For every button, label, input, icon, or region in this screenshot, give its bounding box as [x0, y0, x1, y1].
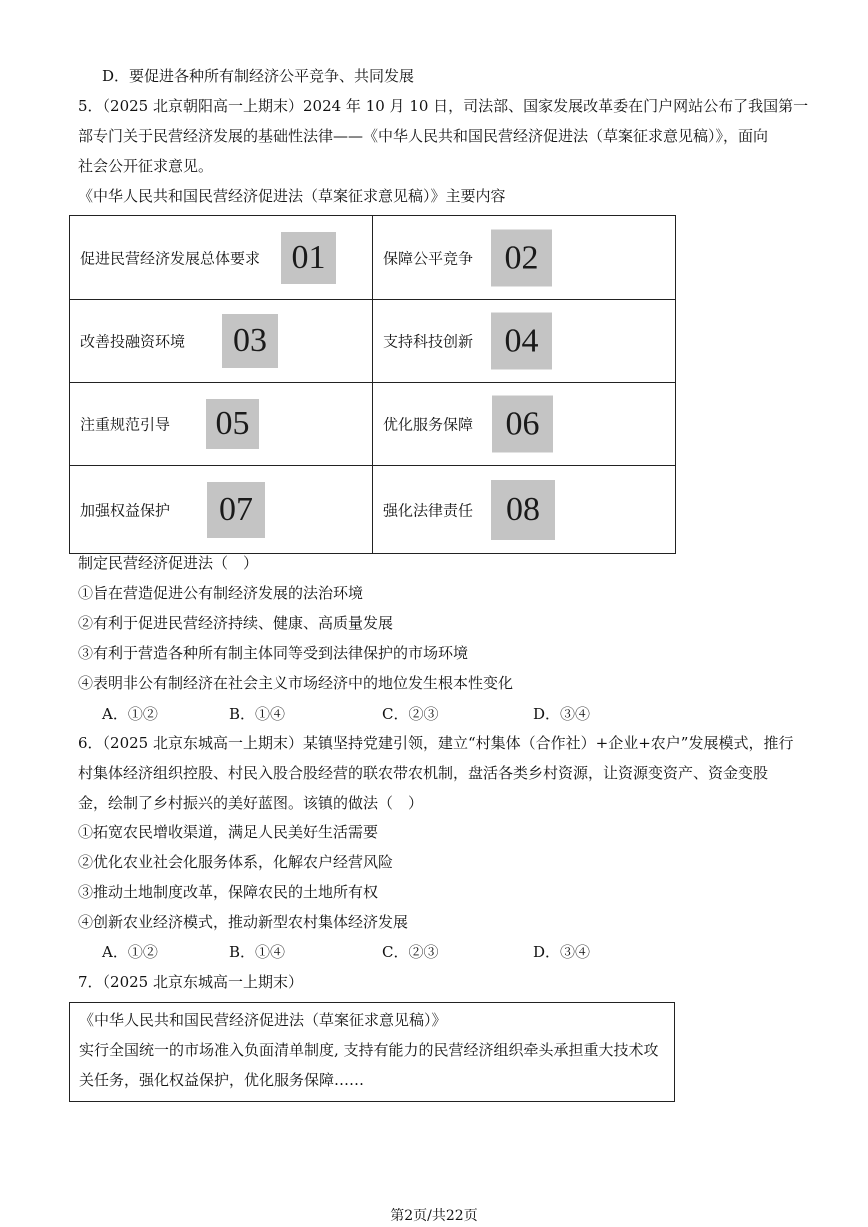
- option-d[interactable]: D．③④: [533, 705, 591, 723]
- q5-choice-2: ②有利于促进民营经济持续、健康、高质量发展: [78, 614, 394, 632]
- table-cell: [70, 300, 373, 383]
- q6-choice-1: ①拓宽农民增收渠道，满足人民美好生活需要: [78, 823, 379, 841]
- q5-stem-line-3: 社会公开征求意见。: [78, 157, 214, 175]
- number-badge: 03: [222, 314, 278, 368]
- q7-box-line-2: 实行全国统一的市场准入负面清单制度, 支持有能力的民营经济组织牵头承担重大技术攻: [79, 1041, 659, 1059]
- option-a[interactable]: A．①②: [102, 943, 158, 961]
- q7-material-box: [69, 1002, 675, 1102]
- number-badge: 07: [207, 482, 265, 538]
- table-cell: [70, 383, 373, 466]
- number-badge: 04: [491, 313, 552, 370]
- table-cell-label: 加强权益保护: [80, 501, 171, 519]
- table-cell-label: 促进民营经济发展总体要求: [80, 249, 261, 267]
- q7-box-line-3: 关任务，强化权益保护，优化服务保障……: [79, 1071, 365, 1089]
- table-cell-label: 优化服务保障: [383, 415, 474, 434]
- q6-stem-line-1: 6．（2025 北京东城高一上期末）某镇坚持党建引领，建立“村集体（合作社）+企业+农户”发展模式，推行: [78, 734, 794, 752]
- table-cell: [373, 216, 676, 300]
- content-table: [69, 215, 676, 554]
- option-c[interactable]: C．②③: [382, 943, 439, 961]
- number-badge: 05: [206, 399, 259, 449]
- table-cell-label: 保障公平竞争: [383, 249, 474, 267]
- table-cell: [373, 466, 676, 554]
- q5-choice-1: ①旨在营造促进公有制经济发展的法治环境: [78, 584, 364, 602]
- table-cell: [373, 383, 676, 466]
- q7-box-line-1: 《中华人民共和国民营经济促进法（草案征求意见稿）》: [79, 1011, 447, 1029]
- page-footer: 第2页/共22页: [390, 1208, 478, 1224]
- number-badge: 08: [491, 480, 555, 540]
- q5-question: 制定民营经济促进法（ ）: [78, 554, 259, 572]
- table-cell: [70, 216, 373, 300]
- option-a[interactable]: A．①②: [102, 705, 158, 723]
- q6-stem-line-3: 金，绘制了乡村振兴的美好蓝图。该镇的做法（ ）: [78, 794, 424, 812]
- table-cell-label: 支持科技创新: [383, 332, 474, 351]
- q5-table-title: 《中华人民共和国民营经济促进法（草案征求意见稿）》主要内容: [78, 187, 506, 205]
- q5-stem-line-1: 5．（2025 北京朝阳高一上期末）2024 年 10 月 10 日，司法部、国家发展改革委在门户网站公布了我国第一: [78, 97, 809, 115]
- number-badge: 02: [491, 229, 552, 286]
- option-d[interactable]: D．③④: [533, 943, 591, 961]
- q5-stem-line-2: 部专门关于民营经济发展的基础性法律——《中华人民共和国民营经济促进法（草案征求意见稿）》，面向: [78, 127, 769, 145]
- table-cell-label: 强化法律责任: [383, 501, 474, 519]
- option-b[interactable]: B．①④: [229, 943, 286, 961]
- q5-choice-3: ③有利于营造各种所有制主体同等受到法律保护的市场环境: [78, 644, 469, 662]
- q6-choice-3: ③推动土地制度改革，保障农民的土地所有权: [78, 883, 379, 901]
- q6-choice-4: ④创新农业经济模式，推动新型农村集体经济发展: [78, 913, 409, 931]
- option-b[interactable]: B．①④: [229, 705, 286, 723]
- table-cell-label: 注重规范引导: [80, 415, 171, 434]
- table-cell-label: 改善投融资环境: [80, 332, 186, 351]
- table-cell: [70, 466, 373, 554]
- number-badge: 01: [281, 232, 336, 284]
- option-c[interactable]: C．②③: [382, 705, 439, 723]
- q6-stem-line-2: 村集体经济组织控股、村民入股合股经营的联农带农机制，盘活各类乡村资源，让资源变资产、资金变股: [78, 764, 769, 782]
- table-cell: [373, 300, 676, 383]
- q4-option-d: D．要促进各种所有制经济公平竞争、共同发展: [102, 67, 415, 85]
- q7-header: 7．（2025 北京东城高一上期末）: [78, 973, 303, 991]
- number-badge: 06: [492, 396, 553, 453]
- q6-choice-2: ②优化农业社会化服务体系，化解农户经营风险: [78, 853, 394, 871]
- q5-choice-4: ④表明非公有制经济在社会主义市场经济中的地位发生根本性变化: [78, 674, 514, 692]
